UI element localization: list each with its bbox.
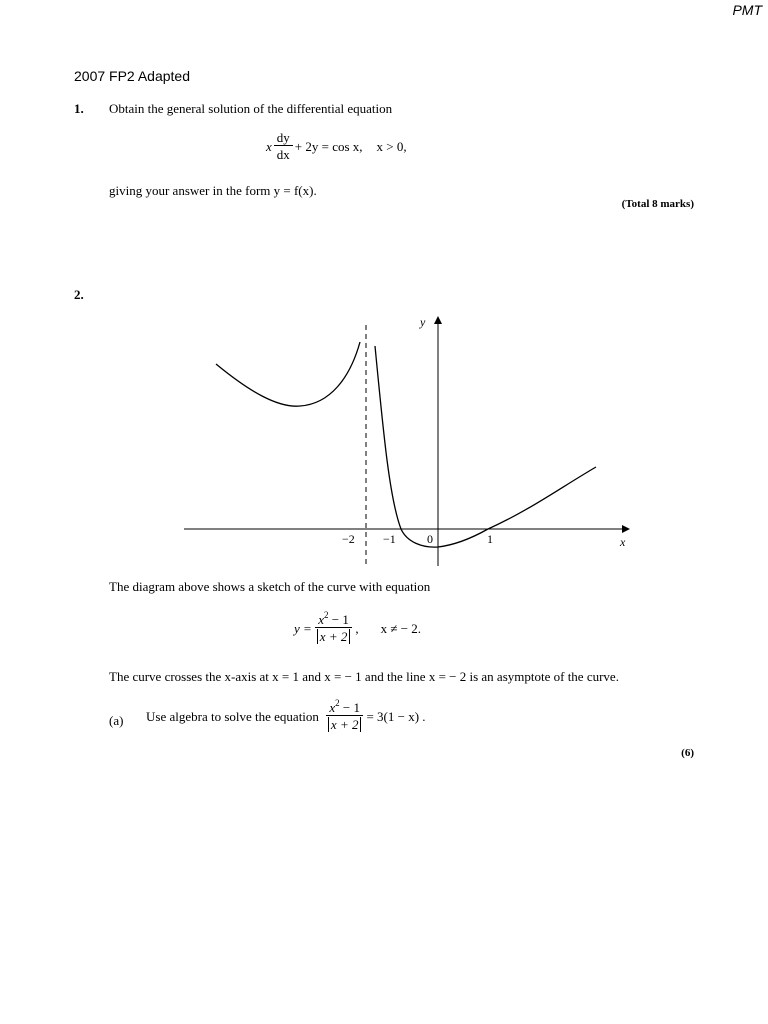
question-2-crosses-text: The curve crosses the x-axis at x = 1 and x = − 1 and the line x = − 2 is an asymptote of the curve. bbox=[109, 669, 619, 684]
question-2-intro: The diagram above shows a sketch of the curve with equation bbox=[109, 579, 431, 594]
x-axis-label: x bbox=[620, 535, 626, 549]
y-axis-label: y bbox=[420, 315, 426, 329]
part-a-content bbox=[146, 700, 426, 733]
eq1-rest: + 2y = cos x, bbox=[294, 138, 363, 154]
part-a-rhs: = 3(1 − x) . bbox=[366, 708, 426, 724]
eq2-comma: , bbox=[355, 620, 359, 636]
eq1-condition: x > 0, bbox=[376, 138, 407, 154]
part-a-text: Use algebra to solve the equation bbox=[146, 708, 319, 724]
question-1-text: Obtain the general solution of the differential equation bbox=[109, 101, 393, 116]
question-2-equation bbox=[294, 612, 421, 645]
part-a-fraction bbox=[325, 700, 365, 733]
eq2-num-rest: − 1 bbox=[328, 612, 349, 627]
eq2-lhs: y = bbox=[294, 620, 312, 636]
eq2-num-sup: 2 bbox=[324, 610, 329, 620]
eq2-num-x: x bbox=[318, 612, 325, 627]
tick-label-minus-1: −1 bbox=[383, 532, 396, 546]
eq1-x: x bbox=[266, 138, 272, 154]
tick-label-1: 1 bbox=[487, 532, 493, 546]
question-2-number: 2. bbox=[74, 287, 84, 302]
y-axis-arrow bbox=[434, 316, 442, 324]
part-a-num-rest: − 1 bbox=[339, 700, 360, 715]
question-1-answer-form: giving your answer in the form y = f(x). bbox=[109, 183, 317, 198]
part-a-num-x: x bbox=[329, 700, 336, 715]
eq2-condition: x ≠ − 2. bbox=[380, 620, 422, 636]
question-1-marks: (Total 8 marks) bbox=[621, 198, 694, 210]
eq2-fraction bbox=[314, 612, 354, 645]
part-a-denominator: x + 2 bbox=[328, 717, 362, 732]
eq2-denominator: x + 2 bbox=[317, 629, 351, 644]
part-a-num-sup: 2 bbox=[335, 698, 340, 708]
part-a-label: (a) bbox=[109, 713, 124, 728]
pmt-label: PMT bbox=[732, 2, 762, 18]
part-a-marks: (6) bbox=[681, 747, 694, 759]
tick-label-origin: 0 bbox=[427, 532, 433, 546]
x-axis-arrow bbox=[622, 525, 630, 533]
curve-left-branch bbox=[216, 342, 360, 406]
eq1-dx: dx bbox=[276, 147, 290, 162]
eq1-dy: dy bbox=[274, 130, 293, 146]
question-1-number: 1. bbox=[74, 101, 84, 116]
curve-right-branch bbox=[375, 346, 596, 547]
page-title: 2007 FP2 Adapted bbox=[74, 68, 190, 84]
tick-label-minus-2: −2 bbox=[342, 532, 355, 546]
